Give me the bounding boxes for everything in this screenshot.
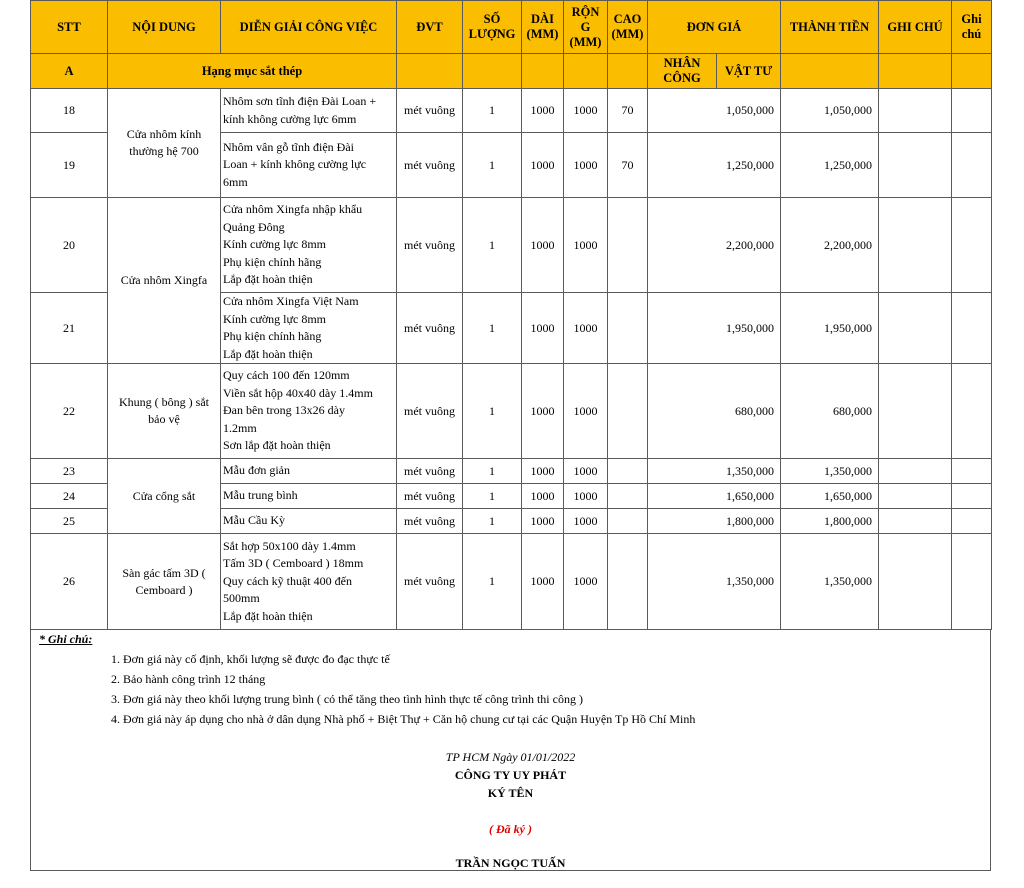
description-line: Mẫu đơn giản — [223, 463, 291, 478]
row-group-name: Sàn gác tấm 3D ( Cemboard ) — [108, 534, 221, 630]
table-row — [31, 89, 992, 133]
row-width: 1000 — [564, 89, 608, 133]
row-unit-price: 1,800,000 — [648, 509, 781, 534]
row-height — [608, 484, 648, 509]
row-total: 1,350,000 — [781, 534, 879, 630]
signer-name: TRẦN NGỌC TUẤN — [455, 856, 566, 870]
row-description — [221, 459, 397, 484]
row-stt: 19 — [31, 133, 108, 198]
row-total: 1,800,000 — [781, 509, 879, 534]
row-quantity: 1 — [463, 133, 522, 198]
row-group-name: Khung ( bông ) sắt bảo vệ — [108, 364, 221, 459]
row-group-name: Cửa cổng sắt — [108, 459, 221, 534]
description-line: Tấm 3D ( Cemboard ) 18mm — [223, 556, 364, 571]
row-stt: 21 — [31, 293, 108, 364]
row-width: 1000 — [564, 198, 608, 293]
row-unit-price: 680,000 — [648, 364, 781, 459]
row-group-name: Cửa nhôm Xingfa — [108, 198, 221, 364]
row-total: 1,650,000 — [781, 484, 879, 509]
row-height — [608, 198, 648, 293]
table-row — [31, 198, 992, 293]
row-quantity: 1 — [463, 534, 522, 630]
row-dvt: mét vuông — [397, 133, 463, 198]
row-stt: 23 — [31, 459, 108, 484]
row-quantity: 1 — [463, 364, 522, 459]
description-line: Mẫu Cầu Kỳ — [223, 513, 285, 528]
row-unit-price: 1,350,000 — [648, 534, 781, 630]
section-row — [31, 54, 992, 89]
description-line: 6mm — [223, 174, 248, 189]
row-total: 2,200,000 — [781, 198, 879, 293]
description-line: Sắt hợp 50x100 dày 1.4mm — [223, 538, 356, 553]
row-length: 1000 — [522, 89, 564, 133]
notes-title: * Ghi chú: — [39, 632, 93, 646]
description-line: Phụ kiện chính hãng — [223, 329, 322, 343]
row-total: 680,000 — [781, 364, 879, 459]
header-don-gia: ĐƠN GIÁ — [648, 1, 781, 54]
row-stt: 25 — [31, 509, 108, 534]
row-unit-price: 1,950,000 — [648, 293, 781, 364]
row-quantity: 1 — [463, 459, 522, 484]
row-description — [221, 89, 397, 133]
row-height — [608, 293, 648, 364]
row-total: 1,950,000 — [781, 293, 879, 364]
row-note — [879, 509, 952, 534]
header-row — [31, 1, 992, 54]
row-unit-price: 1,650,000 — [648, 484, 781, 509]
row-note — [879, 484, 952, 509]
table-row — [31, 459, 992, 484]
header-vat-tu: VẬT TƯ — [717, 54, 781, 89]
header-noi-dung: NỘI DUNG — [108, 1, 221, 54]
row-width: 1000 — [564, 364, 608, 459]
row-width: 1000 — [564, 459, 608, 484]
row-quantity: 1 — [463, 89, 522, 133]
row-length: 1000 — [522, 293, 564, 364]
description-line: Cửa nhôm Xingfa Việt Nam — [223, 294, 359, 308]
price-table — [30, 0, 992, 630]
description-line: Quy cách kỹ thuật 400 đến — [223, 573, 352, 588]
row-dvt: mét vuông — [397, 509, 463, 534]
row-unit-price: 2,200,000 — [648, 198, 781, 293]
description-line: Nhôm vân gỗ tĩnh điện Đài — [223, 139, 354, 154]
row-dvt: mét vuông — [397, 484, 463, 509]
row-dvt: mét vuông — [397, 89, 463, 133]
row-dvt: mét vuông — [397, 459, 463, 484]
description-line: Lắp đặt hoàn thiện — [223, 608, 313, 623]
row-dvt: mét vuông — [397, 364, 463, 459]
row-description — [221, 133, 397, 198]
header-cao: CAO (MM) — [608, 1, 648, 54]
section-code: A — [31, 54, 108, 89]
row-stt: 18 — [31, 89, 108, 133]
description-line: Cửa nhôm Xingfa nhập khẩu — [223, 202, 363, 217]
row-quantity: 1 — [463, 293, 522, 364]
row-note-2 — [952, 364, 992, 459]
description-line: Kính cường lực 8mm — [223, 237, 327, 252]
row-note — [879, 133, 952, 198]
row-dvt: mét vuông — [397, 293, 463, 364]
header-dai: DÀI (MM) — [522, 1, 564, 54]
company-name: CÔNG TY UY PHÁT — [454, 768, 567, 782]
row-length: 1000 — [522, 534, 564, 630]
description-line: 500mm — [223, 591, 260, 606]
description-line: Loan + kính không cường lực — [223, 157, 367, 172]
row-width: 1000 — [564, 484, 608, 509]
description-line: Lắp đặt hoàn thiện — [223, 346, 313, 361]
row-width: 1000 — [564, 509, 608, 534]
row-group-name: Cửa nhôm kính thường hệ 700 — [108, 89, 221, 198]
header-ghi-chu: GHI CHÚ — [879, 1, 952, 54]
row-stt: 20 — [31, 198, 108, 293]
note-item: 3. Đơn giá này theo khối lượng trung bình ( có thể tăng theo tình hình thực tế công trình thi công ) — [111, 692, 583, 706]
description-line: Viền sắt hộp 40x40 dày 1.4mm — [223, 385, 373, 400]
note-item: 2. Bảo hành công trình 12 tháng — [111, 672, 266, 686]
row-quantity: 1 — [463, 198, 522, 293]
row-total: 1,350,000 — [781, 459, 879, 484]
row-stt: 26 — [31, 534, 108, 630]
description-line: Quy cách 100 đến 120mm — [223, 368, 350, 383]
row-length: 1000 — [522, 459, 564, 484]
row-total: 1,050,000 — [781, 89, 879, 133]
row-width: 1000 — [564, 293, 608, 364]
header-ghi-chu-2: Ghi chú — [952, 1, 992, 54]
row-stt: 24 — [31, 484, 108, 509]
description-line: Phụ kiện chính hãng — [223, 254, 322, 269]
description-line: Nhôm sơn tĩnh điện Đài Loan + — [223, 94, 377, 108]
description-line: kính không cường lực 6mm — [223, 111, 357, 126]
table-row — [31, 364, 992, 459]
signed-stamp: ( Đã ký ) — [489, 822, 532, 836]
row-length: 1000 — [522, 364, 564, 459]
row-length: 1000 — [522, 133, 564, 198]
note-item: 1. Đơn giá này cố định, khối lượng sẽ được đo đạc thực tế — [111, 652, 390, 666]
quote-sheet — [30, 0, 991, 630]
row-note-2 — [952, 89, 992, 133]
row-height — [608, 534, 648, 630]
row-unit-price: 1,350,000 — [648, 459, 781, 484]
row-note-2 — [952, 133, 992, 198]
section-title: Hạng mục sắt thép — [108, 54, 397, 89]
header-rong: RỘN G (MM) — [564, 1, 608, 54]
row-description — [221, 293, 397, 364]
row-quantity: 1 — [463, 484, 522, 509]
row-total: 1,250,000 — [781, 133, 879, 198]
header-stt: STT — [31, 1, 108, 54]
description-line: Đan bên trong 13x26 dày — [223, 403, 345, 418]
row-height: 70 — [608, 89, 648, 133]
row-length: 1000 — [522, 198, 564, 293]
row-description — [221, 484, 397, 509]
row-dvt: mét vuông — [397, 534, 463, 630]
row-note — [879, 293, 952, 364]
row-height — [608, 364, 648, 459]
header-dien-giai: DIỄN GIẢI CÔNG VIỆC — [221, 1, 397, 54]
sign-label: KÝ TÊN — [487, 786, 534, 800]
row-description — [221, 364, 397, 459]
header-dvt: ĐVT — [397, 1, 463, 54]
row-width: 1000 — [564, 133, 608, 198]
row-description — [221, 198, 397, 293]
row-note-2 — [952, 459, 992, 484]
row-unit-price: 1,250,000 — [648, 133, 781, 198]
description-line: Kính cường lực 8mm — [223, 311, 327, 326]
row-note-2 — [952, 484, 992, 509]
row-height: 70 — [608, 133, 648, 198]
row-height — [608, 509, 648, 534]
row-note — [879, 364, 952, 459]
header-so-luong: SỐ LƯỢNG — [463, 1, 522, 54]
header-thanh-tien: THÀNH TIỀN — [781, 1, 879, 54]
table-row — [31, 534, 992, 630]
row-note-2 — [952, 198, 992, 293]
row-unit-price: 1,050,000 — [648, 89, 781, 133]
note-item: 4. Đơn giá này áp dụng cho nhà ở dân dụng Nhà phố + Biệt Thự + Căn hộ chung cư tại các Quận Huyện Tp Hồ Chí Minh — [111, 712, 696, 726]
description-line: Sơn lắp đặt hoàn thiện — [223, 438, 331, 453]
row-quantity: 1 — [463, 509, 522, 534]
header-nhan-cong: NHÂN CÔNG — [648, 54, 717, 89]
row-note — [879, 534, 952, 630]
row-note-2 — [952, 509, 992, 534]
description-line: Quảng Đông — [223, 219, 285, 234]
row-description — [221, 534, 397, 630]
row-width: 1000 — [564, 534, 608, 630]
signature-date: TP HCM Ngày 01/01/2022 — [445, 750, 576, 764]
notes-section — [30, 630, 991, 871]
description-line: Mẫu trung bình — [223, 488, 298, 503]
row-dvt: mét vuông — [397, 198, 463, 293]
row-note — [879, 459, 952, 484]
row-note — [879, 198, 952, 293]
row-stt: 22 — [31, 364, 108, 459]
row-note-2 — [952, 534, 992, 630]
row-height — [608, 459, 648, 484]
row-description — [221, 509, 397, 534]
description-line: 1.2mm — [223, 420, 257, 435]
description-line: Lắp đặt hoàn thiện — [223, 272, 313, 287]
row-note — [879, 89, 952, 133]
row-length: 1000 — [522, 484, 564, 509]
row-note-2 — [952, 293, 992, 364]
row-length: 1000 — [522, 509, 564, 534]
